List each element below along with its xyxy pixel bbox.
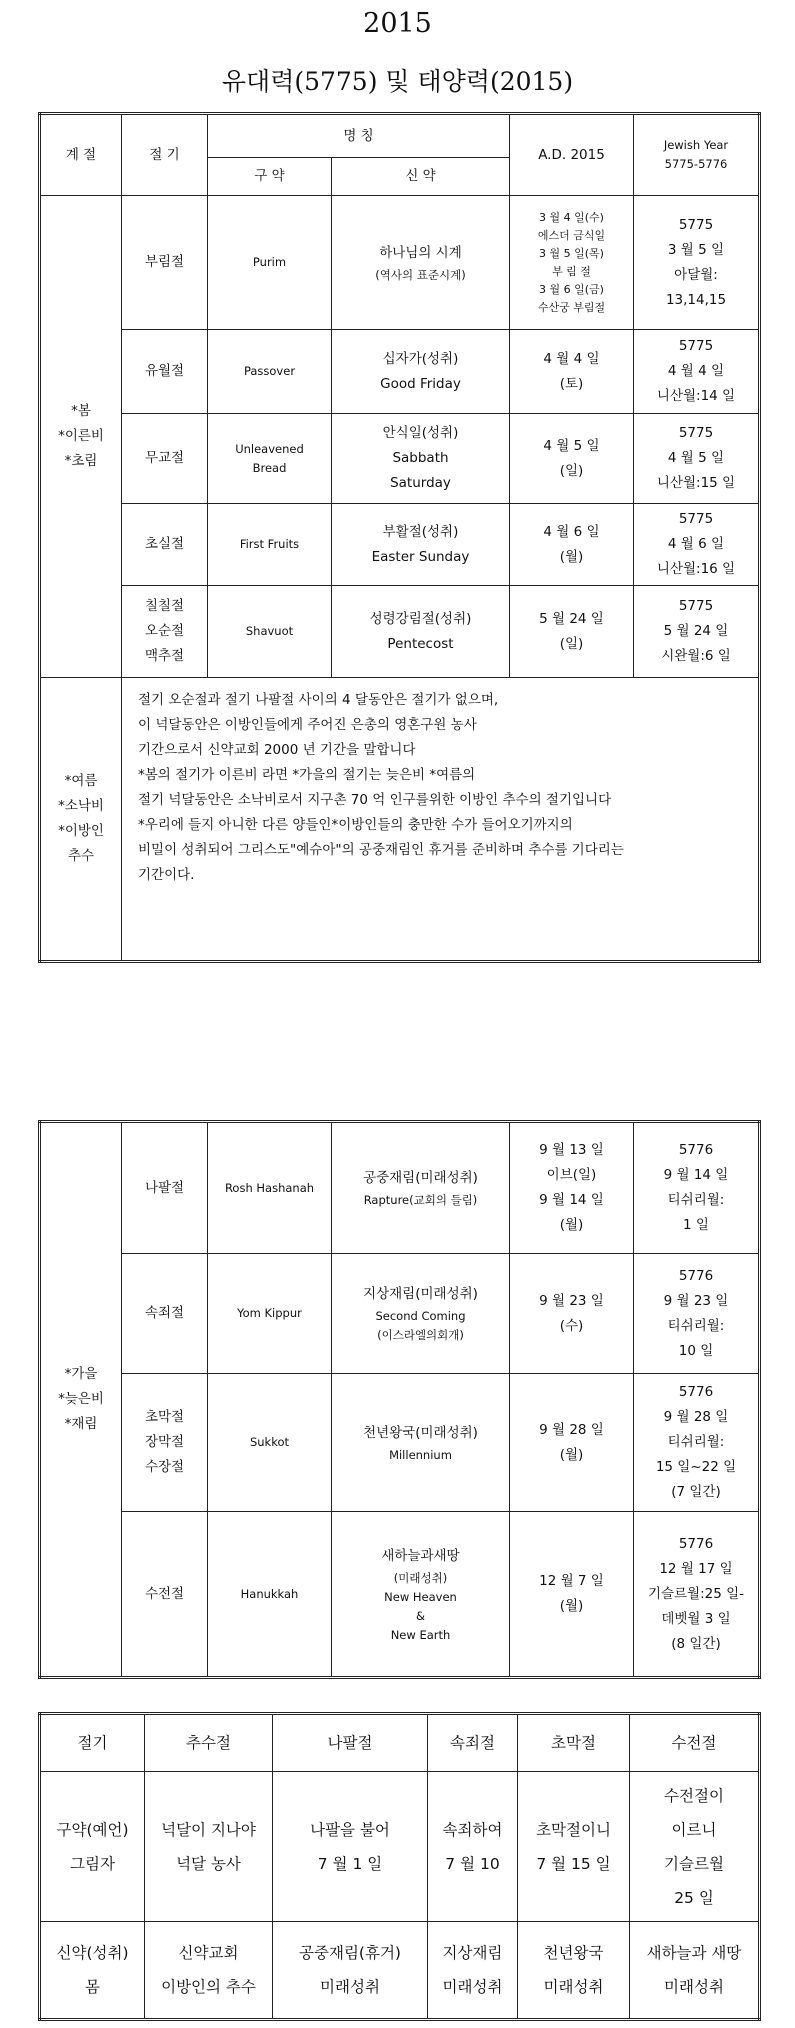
text-line: 기간으로서 신약교회 2000 년 기간을 말합니다 [138,742,416,758]
text-line: 5 월 24 일 [663,623,729,639]
text-line: 미래성취 [543,1978,604,1996]
feast-cell [122,1374,208,1512]
text-line: Hanukkah [240,1586,299,1601]
text-line: 이브(일) [546,1167,597,1183]
text-line: 몸 [85,1978,100,1996]
text-line: 4 월 4 일 [543,350,600,367]
nt-cell [332,1122,510,1254]
text-line: 기간이다. [138,867,195,883]
text-line: 이르니 [671,1820,717,1839]
t3-cell [630,1772,760,1922]
feast-cell [122,1122,208,1254]
feast-cell [122,1254,208,1374]
nt-cell [332,330,510,414]
jewish-cell [634,196,760,330]
text-line: 안식일(성취) [382,425,459,441]
text-line: 7 월 10 [445,1854,500,1873]
text-line: 12 월 17 일 [659,1560,733,1577]
text-line: Millennium [389,1447,452,1462]
text-line: 25 일 [674,1888,714,1907]
text-line: 니산월:16 일 [656,561,736,577]
text-line: 3 월 5 일 [667,241,725,258]
text-line: 미래성취 [664,1978,724,1996]
t3-cell [518,1772,630,1922]
text-line: 5 월 24 일 [539,610,604,627]
text-line: 1 일 [683,1217,709,1233]
text-line: *재림 [64,1416,98,1432]
text-line: 신약(성취) [56,1944,129,1962]
nt-cell [332,414,510,504]
text-line: 니산월:14 일 [656,388,736,404]
text-line: 4 월 6 일 [543,523,600,540]
t3-cell [145,1772,273,1922]
text-line: 신약교회 [178,1944,239,1962]
header-name: 명 칭 [208,114,510,158]
text-line: 지상재림(미래성취) [363,1286,478,1302]
text-line: *우리에 들지 아니한 다른 양들인*이방인들의 충만한 수가 들어오기까지의 [138,817,573,833]
text-line: 맥추절 [144,648,185,664]
text-line: & [416,1608,425,1623]
text-line: 10 일 [678,1342,714,1359]
feast-cell [122,504,208,586]
text-line: (8 일간) [671,1635,721,1652]
text-line: 4 월 6 일 [667,536,725,552]
nt-cell [332,1512,510,1678]
ot-cell [208,1122,332,1254]
nt-cell [332,586,510,678]
jewish-cell [634,414,760,504]
text-line: *이방인 [58,823,104,839]
text-line: (일) [559,635,584,652]
text-line: 넉달이 지나야 [161,1820,256,1839]
jewish-cell [634,1122,760,1254]
t3-header-cell: 나팔절 [273,1714,428,1772]
season-line: *초림 [64,453,98,469]
text-line: 3 월 5 일(목) [539,246,604,260]
text-line: 3 월 6 일(금) [539,282,604,296]
ad-cell [510,414,634,504]
text-line: Saturday [390,475,451,491]
season-line: *이른비 [58,428,104,444]
text-line: 십자가(성취) [382,350,459,367]
text-line: 5775 [678,425,714,441]
text-line: 에스더 금식일 [537,228,606,242]
text-line: Sukkot [249,1435,290,1449]
text-line: 5775 [678,598,714,614]
text-line: 초실절 [144,536,185,552]
feast-table-autumn [38,1120,761,1679]
text-line: 기슬르월:25 일- [647,1585,745,1602]
text-line: 티쉬리월: [667,1192,725,1208]
text-line: Pentecost [387,635,454,652]
text-line: 구약(예언) [56,1820,129,1839]
jewish-cell [634,330,760,414]
text-line: 5776 [678,1535,714,1552]
text-line: 절기 오순절과 절기 나팔절 사이의 4 달동안은 절기가 없으며, [138,692,499,708]
nt-cell [332,1254,510,1374]
text-line: Purim [252,255,287,269]
text-line: 새하늘과새땅 [381,1547,460,1564]
t3-header-cell: 수전절 [630,1714,760,1772]
header-nt: 신 약 [332,158,510,196]
feast-cell [122,414,208,504]
ot-cell [208,1512,332,1678]
text-line: (역사의 표준시계) [375,267,466,282]
text-line: 나팔을 불어 [310,1820,390,1839]
text-line: Shavuot [245,624,294,638]
text-line: (월) [559,1598,584,1614]
comparison-table [38,1712,761,2021]
nt-cell [332,504,510,586]
ot-cell [208,1374,332,1512]
t3-cell [518,1922,630,2020]
text-line: 9 월 13 일 [539,1142,604,1158]
text-line: 속죄하여 [442,1820,503,1839]
text-line: 3 월 4 일(수) [539,210,604,224]
text-line: 5776 [678,1384,714,1400]
text-line: 유월절 [144,363,185,379]
text-line: 나팔절 [144,1179,185,1196]
text-line: 수산궁 부림절 [537,300,606,314]
text-line: 이방인의 추수 [161,1978,256,1996]
t3-row-label [40,1772,145,1922]
text-line: 9 월 23 일 [663,1292,729,1309]
text-line: 4 월 5 일 [543,437,600,454]
season-spring [40,196,122,678]
text-line: 속죄절 [144,1305,185,1321]
feast-cell [122,330,208,414]
text-line: Easter Sunday [371,548,470,565]
ad-cell [510,1374,634,1512]
t3-row-label [40,1922,145,2020]
text-line: 새하늘과 새땅 [646,1944,742,1962]
text-line: 부활절(성취) [382,523,459,540]
text-line: 하나님의 시계 [379,244,462,261]
text-line: 5775 [678,338,714,354]
page-title-year: 2015 [363,8,432,39]
text-line: 초막절 [144,1409,185,1425]
text-line: (토) [559,375,584,392]
text-line: (월) [559,548,584,565]
text-line: 티쉬리월: [667,1434,725,1450]
text-line: *봄의 절기가 이른비 라면 *가을의 절기는 늦은비 *여름의 [138,767,476,783]
feast-cell [122,196,208,330]
ad-cell [510,196,634,330]
text-line: First Fruits [239,537,300,551]
text-line: 9 월 14 일 [663,1167,729,1183]
text-line: 13,14,15 [665,291,727,308]
summer-note [122,678,760,962]
text-line: 7 월 15 일 [536,1854,611,1873]
text-line: 4 월 5 일 [667,450,725,466]
text-line: Rosh Hashanah [224,1180,315,1195]
text-line: 15 일~22 일 [655,1459,737,1475]
text-line: 5775 [678,511,714,527]
page-title: 유대력(5775) 및 태양력(2015) [221,67,574,96]
text-line: 절기 넉달동안은 소낙비로서 지구촌 70 억 인구를위한 이방인 추수의 절기입니다 [138,792,612,808]
t3-header-cell: 추수절 [145,1714,273,1772]
feast-cell [122,586,208,678]
ad-cell [510,504,634,586]
text-line: *늦은비 [58,1391,104,1407]
text-line: 수전절 [144,1585,185,1602]
t3-header-cell: 절기 [40,1714,145,1772]
text-line: 미래성취 [442,1978,503,1996]
text-line: 그림자 [70,1854,115,1873]
text-line: 천년왕국(미래성취) [363,1424,478,1441]
text-line: 장막절 [144,1434,185,1450]
text-line: 지상재림 [442,1944,503,1962]
text-line: Second Coming [375,1309,466,1323]
text-line: 9 월 23 일 [539,1292,604,1309]
text-line: (7 일간) [671,1484,721,1500]
text-line: 이 넉달동안은 이방인들에게 주어진 은총의 영혼구원 농사 [138,717,477,733]
text-line: New Heaven [384,1589,457,1604]
header-season: 계 절 [40,114,122,196]
text-line: Unleavened [235,441,304,456]
t3-cell [428,1922,518,2020]
text-line: 오순절 [144,623,185,639]
text-line: 공중재림(미래성취) [363,1170,478,1186]
text-line: 성령강림절(성취) [369,610,472,627]
header-ad: A.D. 2015 [510,114,634,196]
header-jewish-year [634,114,760,196]
text-line: Good Friday [380,375,461,392]
t3-header-cell: 초막절 [518,1714,630,1772]
text-line: Yom Kippur [237,1306,302,1320]
text-line: *여름 [64,773,98,789]
season-autumn [40,1122,122,1678]
text-line: 데벳월 3 일 [661,1610,731,1627]
t3-cell [145,1922,273,2020]
header-feast: 절 기 [122,114,208,196]
text-line: (일) [559,462,584,479]
text-line: 천년왕국 [543,1944,604,1962]
nt-cell [332,196,510,330]
ad-cell [510,1122,634,1254]
text-line: 기슬르월 [664,1854,724,1873]
feast-table-spring [38,112,761,963]
ad-cell [510,1512,634,1678]
text-line: 아달월: [674,266,718,283]
header-jewish-line2: 5775-5776 [664,157,728,171]
text-line: (월) [559,1446,584,1463]
feast-cell [122,1512,208,1678]
jewish-cell [634,1512,760,1678]
text-line: 넉달 농사 [176,1854,241,1873]
text-line: 시완월:6 일 [661,648,731,664]
text-line: 무교절 [144,450,185,466]
text-line: Bread [252,460,287,475]
jewish-cell [634,504,760,586]
text-line: 칠칠절 [144,598,185,614]
text-line: Sabbath [392,450,449,466]
text-line: (수) [559,1317,584,1334]
text-line: 7 월 1 일 [317,1854,383,1873]
text-line: 9 월 28 일 [539,1421,604,1438]
text-line: 4 월 4 일 [667,363,725,379]
text-line: 9 월 28 일 [663,1409,729,1425]
text-line: 5775 [678,216,714,233]
text-line: *소낙비 [58,798,104,814]
ot-cell [208,414,332,504]
jewish-cell [634,1254,760,1374]
text-line: 수전절이 [664,1786,724,1805]
text-line: 초막절이니 [536,1820,611,1839]
ot-cell [208,586,332,678]
text-line: Passover [243,364,296,378]
ot-cell [208,504,332,586]
text-line: 부 림 절 [552,264,591,278]
text-line: 5776 [678,1142,714,1158]
text-line: Rapture(교회의 들림) [363,1193,478,1207]
jewish-cell [634,586,760,678]
ad-cell [510,586,634,678]
t3-cell [428,1772,518,1922]
text-line: (월) [559,1217,584,1233]
text-line: 12 월 7 일 [539,1573,604,1589]
t3-cell [273,1772,428,1922]
text-line: *가을 [64,1366,98,1382]
text-line: 추수 [67,848,95,864]
season-line: *봄 [71,403,91,419]
header-jewish-line1: Jewish Year [663,138,729,152]
text-line: 비밀이 성취되어 그리스도"예슈아"의 공중재림인 휴거를 준비하며 추수를 기다리는 [138,842,624,858]
ot-cell [208,196,332,330]
ot-cell [208,1254,332,1374]
jewish-cell [634,1374,760,1512]
text-line: 티쉬리월: [667,1317,725,1334]
text-line: New Earth [390,1627,451,1642]
text-line: (이스라엘의회개) [377,1328,464,1342]
text-line: 5776 [678,1267,714,1284]
ad-cell [510,1254,634,1374]
t3-cell [630,1922,760,2020]
t3-cell [273,1922,428,2020]
header-ot: 구 약 [208,158,332,196]
text-line: 미래성취 [320,1978,380,1996]
text-line: 9 월 14 일 [539,1192,604,1208]
t3-header-cell: 속죄절 [428,1714,518,1772]
nt-cell [332,1374,510,1512]
season-summer [40,678,122,962]
text-line: 수장절 [144,1459,185,1475]
ad-cell [510,330,634,414]
text-line: 니산월:15 일 [656,475,736,491]
text-line: (미래성취) [393,1570,448,1585]
ot-cell [208,330,332,414]
text-line: 공중재림(휴거) [299,1944,401,1962]
text-line: 부림절 [144,254,185,270]
